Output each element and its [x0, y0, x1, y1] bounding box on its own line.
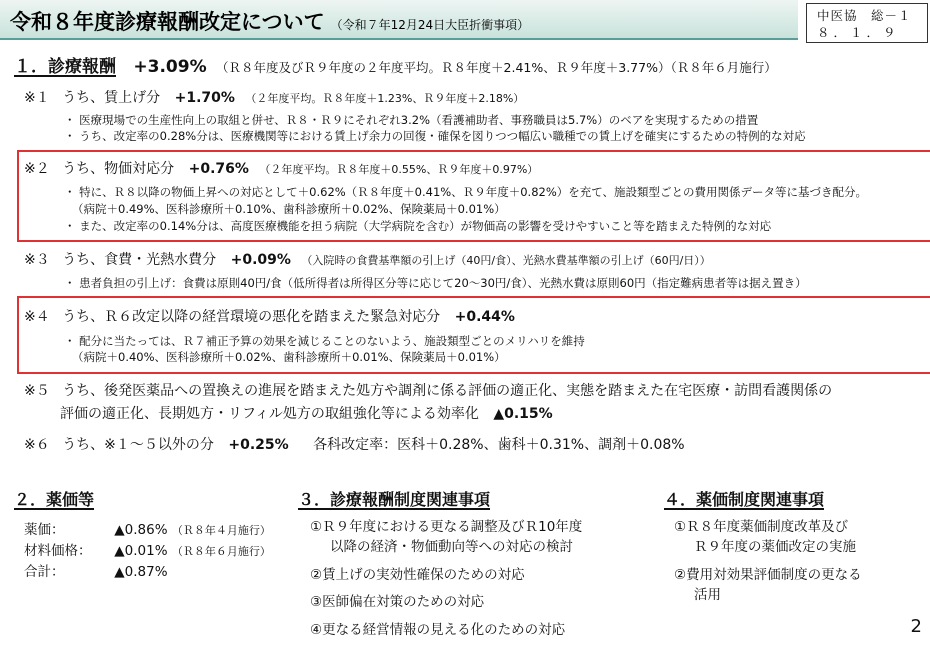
item4-rate: +0.44%	[454, 309, 515, 325]
item5-row-2	[60, 403, 553, 423]
item1-bullet-2: ・ うち、改定率の0.28%分は、医療機関等における賃上げ余力の回復・確保を図りつつ幅広い職種での賃上げを確実にするための特例的な対応	[64, 129, 806, 143]
section2-row-material-price	[24, 539, 271, 559]
item2-bullet-1: ・ 特に、Ｒ８以降の物価上昇への対応として＋0.62%（Ｒ８年度＋0.41%、Ｒ９年度＋0.82%）を充て、施設類型ごとの費用関係データ等に基づき配分。	[64, 185, 868, 199]
item2-bullet-3: ・ また、改定率の0.14%分は、高度医療機能を担う病院（大学病院を含む）が物価高の影響を受けやすいこと等を踏まえた特例的な対応	[64, 219, 772, 233]
item6-mark: ※６	[24, 437, 50, 453]
item2-label: うち、物価対応分	[62, 161, 175, 177]
section1-heading: １．診療報酬	[14, 57, 116, 77]
item4-bullet-2: （病院＋0.40%、医科診療所＋0.02%、歯科診療所＋0.01%、保険薬局＋0.01%）	[72, 350, 506, 364]
item5-row-1	[24, 380, 832, 400]
page-title-date: （令和７年12月24日大臣折衝事項）	[330, 18, 530, 32]
section1-rate: +3.09%	[133, 57, 207, 77]
section3-heading: ３．診療報酬制度関連事項	[298, 490, 491, 509]
item4-mark: ※４	[24, 309, 50, 325]
page-title-text: 令和８年度診療報酬改定について	[10, 10, 325, 34]
item6-extra: 各科改定率：医科＋0.28%、歯科＋0.31%、調剤＋0.08%	[313, 437, 685, 453]
item6-rate: +0.25%	[228, 437, 289, 453]
section3-item-1b: 以降の経済・物価動向等への対応の検討	[330, 539, 573, 555]
item2-rate: +0.76%	[188, 161, 249, 177]
item1-label: うち、賃上げ分	[62, 90, 161, 106]
item3-mark: ※３	[24, 252, 50, 268]
item2-row	[24, 158, 538, 178]
item3-rate: +0.09%	[230, 252, 291, 268]
item5-rate: ▲0.15%	[493, 406, 553, 422]
section3-item-3: ③医師偏在対策のための対応	[310, 594, 485, 610]
item2-bullet-2: （病院＋0.49%、医科診療所＋0.10%、歯科診療所＋0.02%、保険薬局＋0.01%）	[72, 202, 506, 216]
page-number: 2	[910, 616, 922, 637]
material-price-label: 材料価格：	[24, 543, 92, 559]
section1-heading-row	[14, 52, 777, 77]
item3-row	[24, 249, 711, 269]
item3-note: （入院時の食費基準額の引上げ（40円/食）、光熱水費基準額の引上げ（60円/日））	[301, 254, 711, 267]
total-value: ▲0.87%	[114, 564, 168, 580]
item6-label: うち、※１～５以外の分	[62, 437, 214, 453]
item4-bullet-1: ・ 配分に当たっては、Ｒ７補正予算の効果を減じることのないよう、施設類型ごとのメリハリを維持	[64, 334, 585, 348]
section4-heading: ４．薬価制度関連事項	[664, 490, 825, 509]
item1-bullet-1: ・ 医療現場での生産性向上の取組と併せ、Ｒ８・Ｒ９にそれぞれ3.2%（看護補助者、事務職員は5.7%）のベアを実現するための措置	[64, 113, 759, 127]
item4-row	[24, 306, 515, 326]
item5-line-1: うち、後発医薬品への置換えの進展を踏まえた処方や調剤に係る評価の適正化、実態を踏まえた在宅医療・訪問看護関係の	[62, 383, 833, 399]
page-title	[10, 6, 529, 36]
section3-item-4: ④更なる経営情報の見える化のための対応	[310, 622, 566, 638]
drug-price-note: （Ｒ８年４月施行）	[171, 524, 271, 537]
section2-row-drug-price	[24, 518, 271, 538]
section4-item-2b: 活用	[694, 587, 721, 603]
item5-mark: ※５	[24, 383, 50, 399]
section1-note: （Ｒ８年度及びＲ９年度の２年度平均。Ｒ８年度＋2.41%、Ｒ９年度＋3.77%）（Ｒ８年６月施行）	[216, 60, 777, 75]
item3-label: うち、食費・光熱水費分	[62, 252, 217, 268]
item1-rate: +1.70%	[174, 90, 235, 106]
item5-line-2: 評価の適正化、長期処方・リフィル処方の取組強化等による効率化	[60, 406, 479, 422]
document-reference-box	[806, 3, 928, 43]
reference-line-1: 中医協 総－１	[817, 8, 912, 23]
reference-line-2: ８．１．９	[817, 25, 900, 40]
section3-item-2: ②賃上げの実効性確保のための対応	[310, 567, 525, 583]
item2-mark: ※２	[24, 161, 50, 177]
drug-price-label: 薬価：	[24, 522, 65, 538]
item3-bullet-1: ・ 患者負担の引上げ：食費は原則40円/食（低所得者は所得区分等に応じて20～30円/食）、光熱水費は原則60円（指定難病患者等は据え置き）	[64, 276, 807, 290]
section4-item-1b: Ｒ９年度の薬価改定の実施	[694, 539, 856, 555]
section2-heading: ２．薬価等	[14, 490, 95, 509]
total-label: 合計：	[24, 564, 65, 580]
item2-note: （２年度平均。Ｒ８年度＋0.55%、Ｒ９年度＋0.97%）	[259, 163, 539, 176]
material-price-note: （Ｒ８年６月施行）	[171, 545, 271, 558]
section4-item-2a: ②費用対効果評価制度の更なる	[674, 567, 862, 583]
item1-note: （２年度平均。Ｒ８年度＋1.23%、Ｒ９年度＋2.18%）	[245, 92, 525, 105]
drug-price-value: ▲0.86%	[114, 522, 168, 538]
item4-label: うち、Ｒ６改定以降の経営環境の悪化を踏まえた緊急対応分	[62, 309, 441, 325]
material-price-value: ▲0.01%	[114, 543, 168, 559]
item6-row	[24, 434, 685, 454]
item1-row	[24, 87, 524, 107]
section2-row-total	[24, 560, 168, 580]
item1-mark: ※１	[24, 90, 50, 106]
section3-item-1a: ①Ｒ９年度における更なる調整及びＲ10年度	[310, 519, 583, 535]
section4-item-1a: ①Ｒ８年度薬価制度改革及び	[674, 519, 849, 535]
